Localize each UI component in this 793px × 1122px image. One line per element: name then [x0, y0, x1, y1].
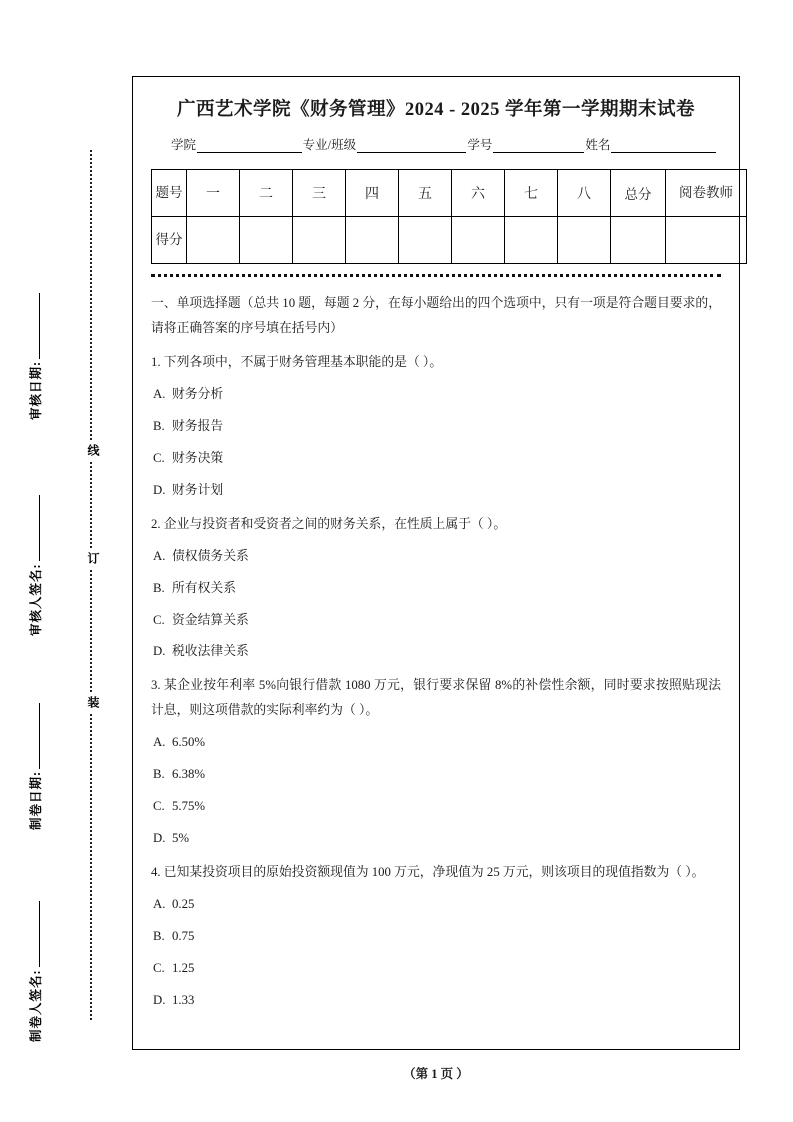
- question-1-option-c[interactable]: [151, 446, 721, 471]
- question-2-option-b-key: B.: [153, 580, 165, 595]
- question-3-option-d-key: D.: [153, 831, 166, 846]
- question-2-option-c-text: 资金结算关系: [172, 612, 249, 627]
- question-3-option-a-key: A.: [153, 735, 166, 750]
- question-2-option-c[interactable]: [151, 608, 721, 633]
- binding-dotted-line: [90, 150, 94, 1020]
- student-info-label-major-class: 专业/班级: [302, 138, 357, 152]
- question-1-option-b[interactable]: [151, 414, 721, 439]
- margin-label-reviewer-signature: [26, 436, 44, 636]
- question-3-option-a-text: 6.50%: [172, 735, 206, 750]
- question-3-option-d-text: 5%: [172, 831, 190, 846]
- margin-label-reviewer-signature-blank: [28, 495, 40, 561]
- question-1-option-a-key: A.: [153, 386, 166, 401]
- student-info-line: [171, 135, 721, 153]
- student-info-label-student-id: 学号: [467, 138, 493, 152]
- score-cell-5[interactable]: [399, 217, 452, 264]
- exam-sheet: [132, 76, 740, 1050]
- score-table-row-label-question-no: 题号: [152, 170, 187, 217]
- question-1-option-c-text: 财务决策: [172, 450, 224, 465]
- score-cell-8[interactable]: [558, 217, 611, 264]
- margin-label-author-signature: [26, 842, 44, 1042]
- score-cell-total[interactable]: [611, 217, 666, 264]
- question-2-option-d[interactable]: [151, 639, 721, 664]
- section-heading: 一、单项选择题（总共 10 题，每题 2 分，在每小题给出的四个选项中，只有一项是符合题目要求的，请将正确答案的序号填在括号内）: [151, 296, 721, 335]
- question-1-option-d-text: 财务计划: [172, 482, 224, 497]
- question-2-option-b-text: 所有权关系: [172, 580, 236, 595]
- student-info-label-college: 学院: [171, 138, 197, 152]
- score-table-col-5: 五: [399, 170, 452, 217]
- question-3-option-c-key: C.: [153, 799, 165, 814]
- student-info-label-name: 姓名: [585, 138, 611, 152]
- score-table-col-teacher: 阅卷教师: [666, 170, 747, 217]
- question-3-option-b-key: B.: [153, 767, 165, 782]
- student-info-field-name[interactable]: [611, 139, 716, 153]
- question-4-option-d-text: 1.33: [172, 992, 195, 1007]
- question-1-option-b-key: B.: [153, 418, 165, 433]
- margin-label-author-signature-text: 制卷人签名:: [29, 969, 43, 1042]
- score-table-col-3: 三: [293, 170, 346, 217]
- score-table-col-2: 二: [240, 170, 293, 217]
- question-1-option-d-key: D.: [153, 482, 166, 497]
- score-table-col-total: 总分: [611, 170, 666, 217]
- question-4-option-d[interactable]: [151, 988, 721, 1013]
- question-3-option-d[interactable]: [151, 826, 721, 851]
- margin-label-author-signature-blank: [28, 901, 40, 967]
- question-4-option-b[interactable]: [151, 924, 721, 949]
- question-4-option-a-key: A.: [153, 897, 166, 912]
- question-2-option-d-text: 税收法律关系: [172, 644, 249, 659]
- score-table-col-8: 八: [558, 170, 611, 217]
- question-4-option-d-key: D.: [153, 992, 166, 1007]
- question-2-option-b[interactable]: [151, 576, 721, 601]
- question-2-option-a[interactable]: [151, 544, 721, 569]
- question-1-option-a-text: 财务分析: [172, 386, 224, 401]
- margin-label-paper-date-text: 制卷日期:: [29, 770, 43, 830]
- margin-label-review-date-blank: [28, 293, 40, 359]
- binding-mark-zhuang: 装: [82, 692, 102, 712]
- question-1-option-b-text: 财务报告: [172, 418, 224, 433]
- page-footer: （第 1 页 ）: [403, 1067, 469, 1081]
- margin-label-reviewer-signature-text: 审核人签名:: [29, 563, 43, 636]
- margin-label-paper-date-blank: [28, 703, 40, 769]
- score-table: [151, 169, 747, 264]
- score-cell-3[interactable]: [293, 217, 346, 264]
- question-4-option-a-text: 0.25: [172, 897, 195, 912]
- exam-content: [151, 291, 721, 1013]
- student-info-field-student-id[interactable]: [493, 139, 584, 153]
- question-3-option-a[interactable]: [151, 730, 721, 755]
- score-cell-6[interactable]: [452, 217, 505, 264]
- question-2-stem: 2. 企业与投资者和受资者之间的财务关系，在性质上属于（ ）。: [151, 516, 507, 531]
- margin-label-paper-date: [26, 630, 44, 830]
- margin-label-review-date: [26, 220, 44, 420]
- question-4-option-b-key: B.: [153, 929, 165, 944]
- question-4-option-b-text: 0.75: [172, 929, 195, 944]
- student-info-field-college[interactable]: [197, 139, 302, 153]
- question-1-stem: 1. 下列各项中，不属于财务管理基本职能的是（ ）。: [151, 354, 443, 369]
- question-3-option-b[interactable]: [151, 762, 721, 787]
- question-2-option-c-key: C.: [153, 612, 165, 627]
- score-table-col-1: 一: [187, 170, 240, 217]
- question-4-stem: 4. 已知某投资项目的原始投资额现值为 100 万元，净现值为 25 万元，则该项目的现值指数为（ ）。: [151, 865, 705, 880]
- score-cell-2[interactable]: [240, 217, 293, 264]
- score-cell-4[interactable]: [346, 217, 399, 264]
- question-1-option-c-key: C.: [153, 450, 165, 465]
- binding-margin: [0, 0, 132, 1122]
- question-3-option-b-text: 6.38%: [172, 767, 206, 782]
- question-2-option-a-key: A.: [153, 548, 166, 563]
- score-table-col-7: 七: [505, 170, 558, 217]
- score-table-header-row: [152, 170, 747, 217]
- score-table-score-row: [152, 217, 747, 264]
- question-2-option-d-key: D.: [153, 644, 166, 659]
- question-2-option-a-text: 债权债务关系: [172, 548, 249, 563]
- score-cell-teacher[interactable]: [666, 217, 747, 264]
- section-divider: [151, 274, 721, 277]
- question-3-stem: 3. 某企业按年利率 5%向银行借款 1080 万元，银行要求保留 8%的补偿性余额，同时要求按照贴现法计息，则这项借款的实际利率约为（ ）。: [151, 678, 721, 718]
- page-title: 广西艺术学院《财务管理》2024 - 2025 学年第一学期期末试卷: [176, 100, 696, 120]
- score-table-col-4: 四: [346, 170, 399, 217]
- question-4-option-c-key: C.: [153, 961, 165, 976]
- margin-label-review-date-text: 审核日期:: [29, 360, 43, 420]
- binding-mark-ding: 订: [82, 548, 102, 568]
- binding-mark-xian: 线: [82, 440, 102, 460]
- question-1-option-d[interactable]: [151, 478, 721, 503]
- question-1-option-a[interactable]: [151, 382, 721, 407]
- question-4-option-c-text: 1.25: [172, 961, 195, 976]
- question-3-option-c-text: 5.75%: [172, 799, 206, 814]
- score-cell-1[interactable]: [187, 217, 240, 264]
- score-cell-7[interactable]: [505, 217, 558, 264]
- question-3-option-c[interactable]: [151, 794, 721, 819]
- student-info-field-major-class[interactable]: [357, 139, 466, 153]
- question-4-option-c[interactable]: [151, 956, 721, 981]
- score-table-col-6: 六: [452, 170, 505, 217]
- question-4-option-a[interactable]: [151, 892, 721, 917]
- score-table-row-label-score: 得分: [152, 217, 187, 264]
